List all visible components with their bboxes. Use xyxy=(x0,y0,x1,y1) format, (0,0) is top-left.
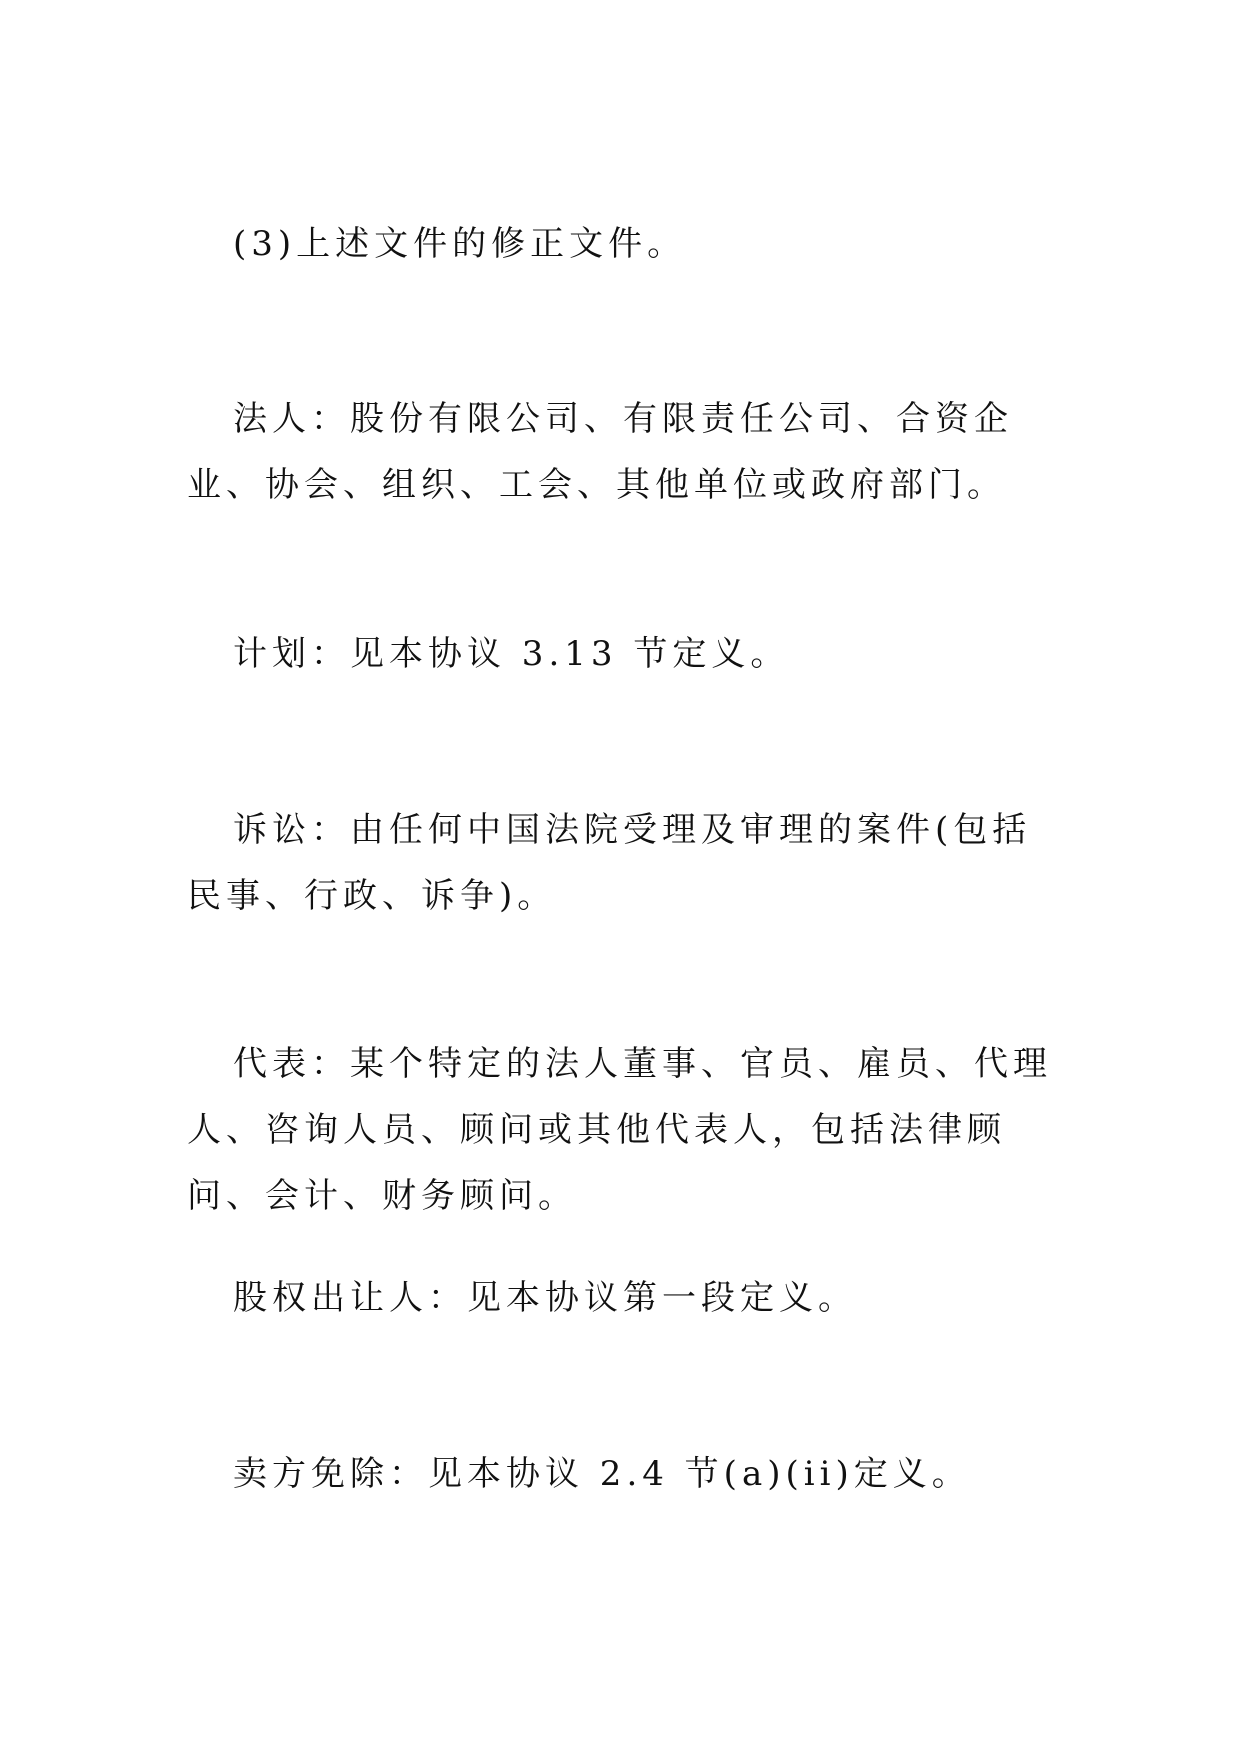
paragraph-plan: 计划：见本协议 3.13 节定义。 xyxy=(233,634,790,674)
paragraph-representative: 代表：某个特定的法人董事、官员、雇员、代理人、咨询人员、顾问或其他代表人，包括法律顾问、会计、财务顾问。 xyxy=(187,1044,1052,1216)
paragraph-legal-person: 法人：股份有限公司、有限责任公司、合资企业、协会、组织、工会、其他单位或政府部门。 xyxy=(187,399,1013,505)
paragraph-equity-transferor: 股权出让人：见本协议第一段定义。 xyxy=(233,1278,857,1318)
paragraph-seller-release: 卖方免除：见本协议 2.4 节(a)(ii)定义。 xyxy=(233,1454,971,1494)
paragraph-amendment-documents: (3)上述文件的修正文件。 xyxy=(233,224,687,264)
paragraph-litigation: 诉讼：由任何中国法院受理及审理的案件(包括民事、行政、诉争)。 xyxy=(187,810,1032,916)
